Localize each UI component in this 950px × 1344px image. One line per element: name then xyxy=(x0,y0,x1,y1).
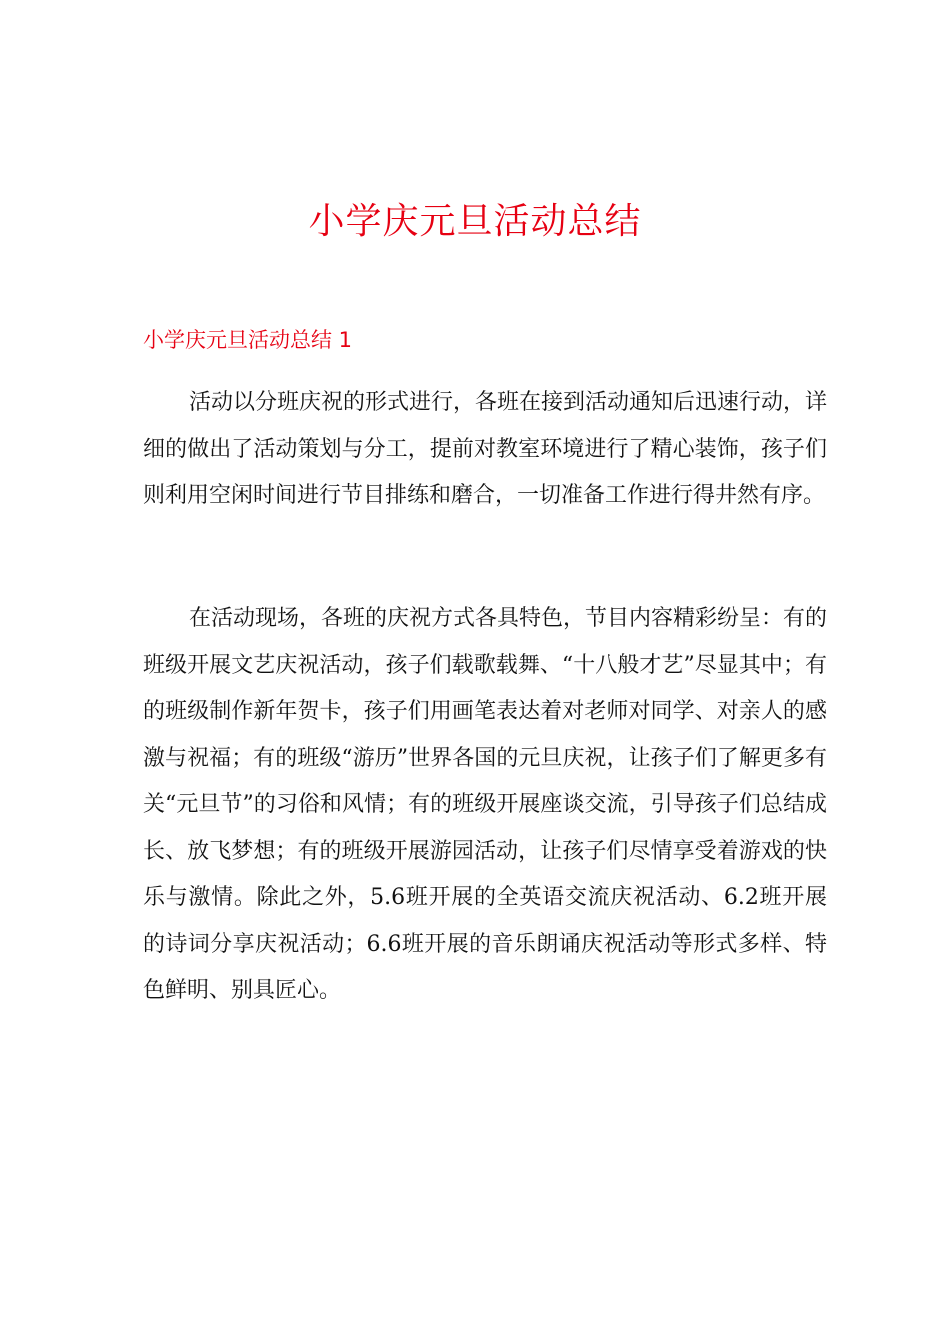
paragraph-activities: 在活动现场，各班的庆祝方式各具特色，节目内容精彩纷呈：有的班级开展文艺庆祝活动，孩子们载歌载舞、“十八般才艺”尽显其中；有的班级制作新年贺卡，孩子们用画笔表达着对老师对同学、对亲人的感激与祝福；有的班级“游历”世界各国的元旦庆祝，让孩子们了解更多有关“元旦节”的习俗和风情；有的班级开展座谈交流，引导孩子们总结成长、放飞梦想；有的班级开展游园活动，让孩子们尽情享受着游戏的快乐与激情。除此之外，5.6班开展的全英语交流庆祝活动、6.2班开展的诗词分享庆祝活动；6.6班开展的音乐朗诵庆祝活动等形式多样、特色鲜明、别具匠心。 xyxy=(143,606,828,1003)
section-heading: 小学庆元旦活动总结 1 xyxy=(143,328,353,352)
paragraph-preparation: 活动以分班庆祝的形式进行，各班在接到活动通知后迅速行动，详细的做出了活动策划与分工，提前对教室环境进行了精心装饰，孩子们则利用空闲时间进行节目排练和磨合，一切准备工作进行得井然有序。 xyxy=(143,390,828,508)
document-title: 小学庆元旦活动总结 xyxy=(308,201,642,242)
